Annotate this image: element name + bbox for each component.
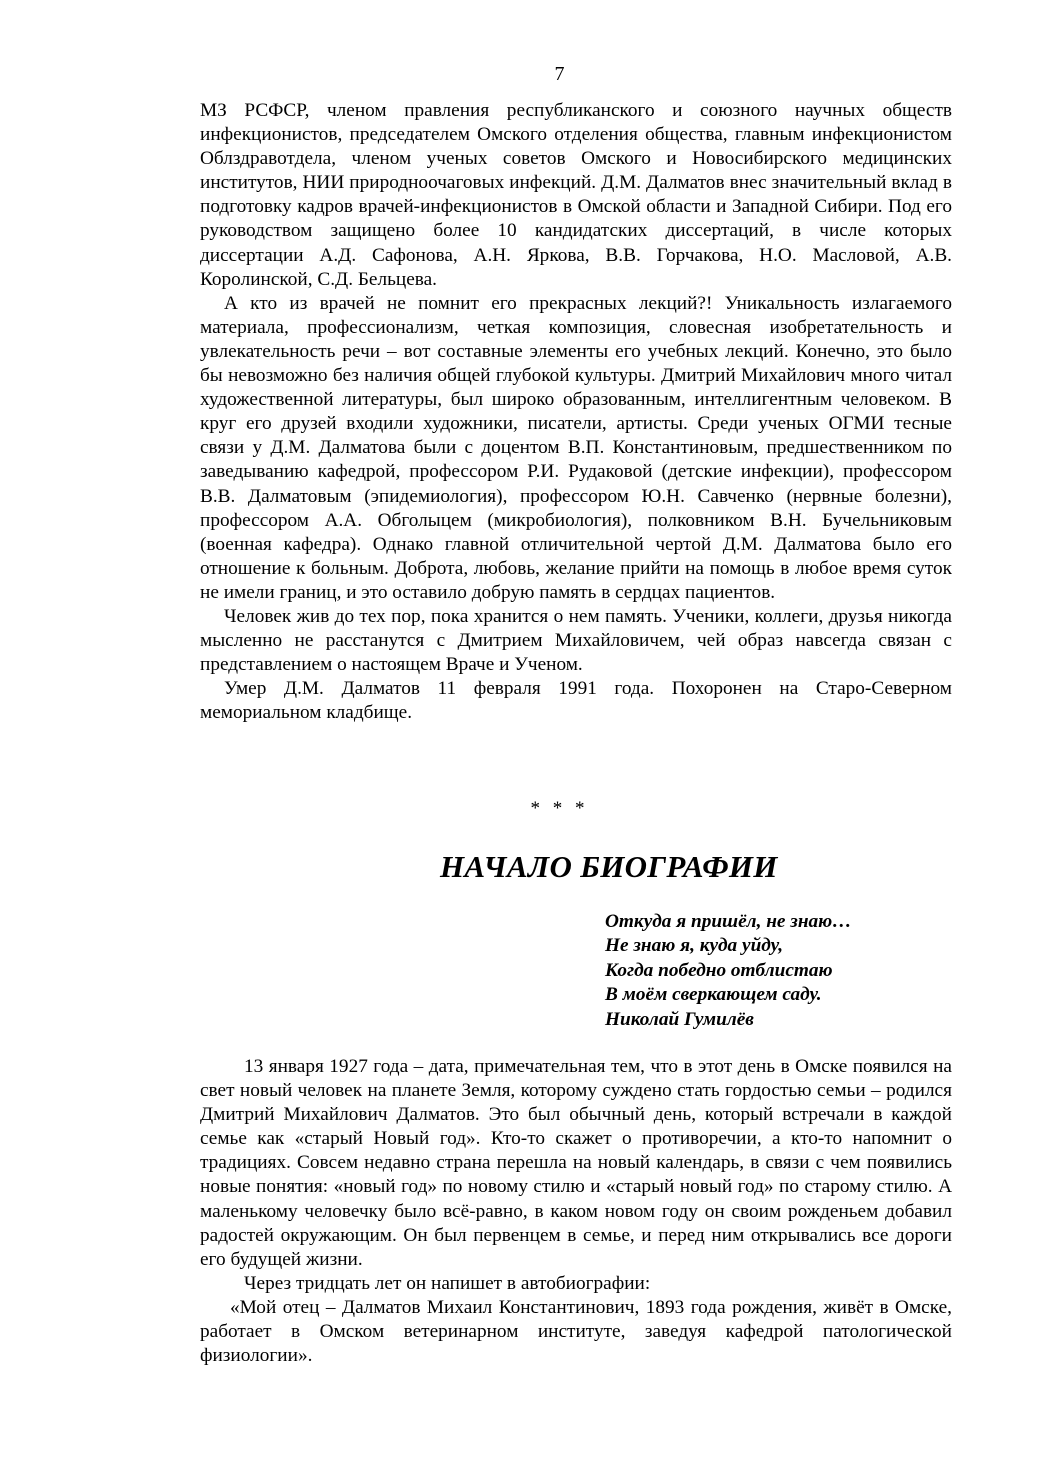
section-body-text [200, 1055, 952, 1368]
epigraph-author: Николай Гумилёв [605, 1008, 754, 1030]
quote-paragraph: «Мой отец – Далматов Михаил Константинович, 1893 года рождения, живёт в Омске, работает в Омском ветеринарном институте, заведуя кафедрой патологической физиологии». [200, 1296, 952, 1367]
epigraph-line: Откуда я пришёл, не знаю… [605, 911, 852, 932]
paragraph: Через тридцать лет он напишет в автобиографии: [244, 1272, 651, 1294]
paragraph: А кто из врачей не помнит его прекрасных лекций?! Уникальность излагаемого материала, профессионализм, четкая композиция, словесная изобретательность и увлекательность речи – вот составные элементы его учебных лекций. Конечно, это было бы невозможно без наличия общей глубокой культуры. Дмитрий Михайлович много читал художественной литературы, был широко образованным, интеллигентным человеком. В круг его друзей входили художники, писатели, артисты. Среди ученых ОГМИ тесные связи у Д.М. Далматова были с доцентом В.П. Константиновым, предшественником по заведыванию кафедрой, профессором Р.И. Рудаковой (детские инфекции), профессором В.В. Далматовым (эпидемиология), профессором Ю.Н. Савченко (нервные болезни), профессором А.А. Обголыцем (микробиология), полковником В.Н. Бучельниковым (военная кафедра). Однако главной отличительной чертой Д.М. Далматова было его отношение к больным. Доброта, любовь, желание прийти на помощь в любое время суток не имели границ, и это оставило добрую память в сердцах пациентов. [200, 292, 952, 603]
epigraph-line: Не знаю я, куда уйду, [605, 935, 784, 957]
page-number: 7 [554, 63, 565, 85]
section-title: НАЧАЛО БИОГРАФИИ [440, 849, 778, 884]
epigraph-line: Когда победно отблистаю [605, 959, 833, 981]
section-separator: * * * [530, 798, 589, 819]
epigraph-line: В моём сверкающем саду. [605, 984, 822, 1006]
paragraph: МЗ РСФСР, членом правления республиканского и союзного научных обществ инфекционистов, председателем Омского отделения общества, главным инфекционистом Облздравотдела, членом ученых советов Омского и Новосибирского медицинских институтов, НИИ природноочаговых инфекций. Д.М. Далматов внес значительный вклад в подготовку кадров врачей-инфекционистов в Омской области и Западной Сибири. Под его руководством защищено более 10 кандидатских диссертаций, в числе которых диссертации А.Д. Сафонова, А.Н. Яркова, В.В. Горчакова, Н.О. Масловой, А.В. Королинской, С.Д. Бельцева. [200, 100, 952, 290]
epigraph [605, 910, 852, 1032]
paragraph: Человек жив до тех пор, пока хранится о нем память. Ученики, коллеги, друзья никогда мысленно не расстанутся с Дмитрием Михайловичем, чей образ навсегда связан с представлением о настоящем Враче и Ученом. [200, 605, 952, 676]
paragraph: Умер Д.М. Далматов 11 февраля 1991 года. Похоронен на Старо-Северном мемориальном кладбище. [200, 678, 952, 724]
body-text-block [200, 99, 952, 725]
paragraph: 13 января 1927 года – дата, примечательная тем, что в этот день в Омске появился на свет новый человек на планете Земля, которому суждено стать гордостью семьи – родился Дмитрий Михайлович Далматов. Это был обычный день, который встречали в каждой семье как «старый Новый год». Кто-то скажет о противоречии, а кто-то напомнит о традициях. Совсем недавно страна перешла на новый календарь, в связи с чем появились новые понятия: «новый год» по новому стилю и «старый новый год» по старому стилю. А маленькому человечку было всё-равно, в каком новом году он своим рожденьем добавил радостей окружающим. Он был первенцем в семье, и перед ним открывались все дороги его будущей жизни. [200, 1056, 952, 1270]
